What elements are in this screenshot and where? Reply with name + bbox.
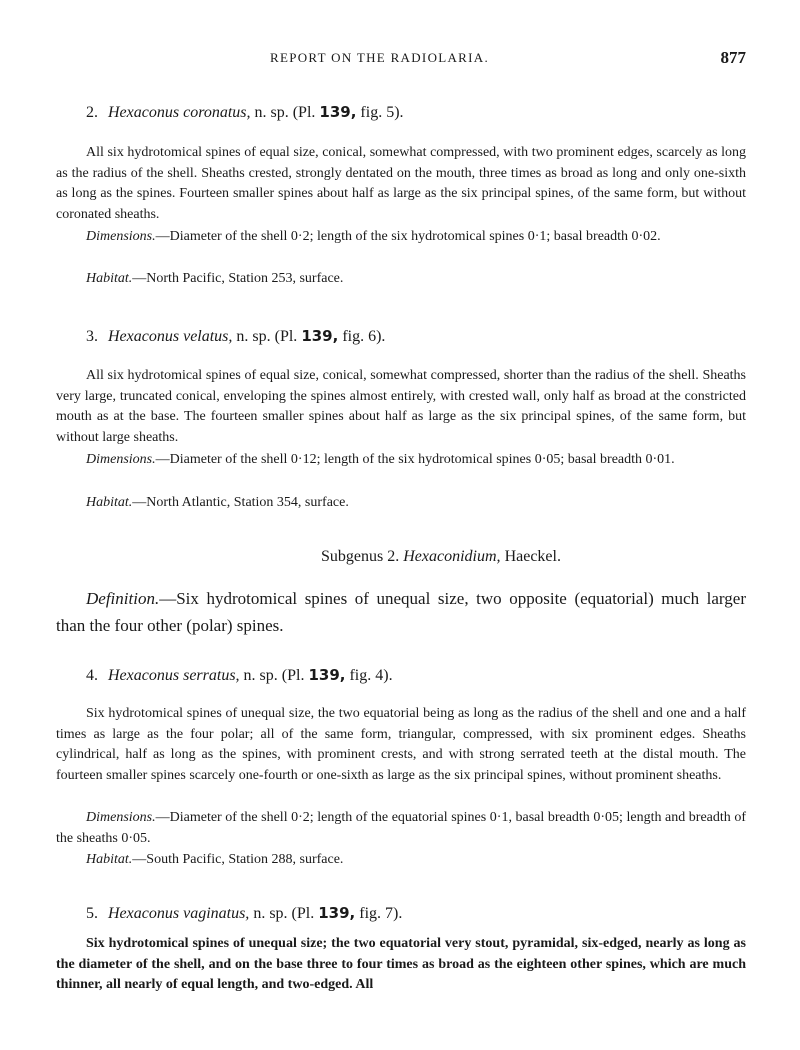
species-heading-velatus [56,327,776,346]
habitat-velatus [56,493,746,514]
definition-label: Definition. [86,589,160,608]
species-description-serratus: Six hydrotomical spines of unequal size, the two equatorial being as long as the radius of the shell and one and a half times as large as the four polar; all of the same form, triangular, compressed, with six prominent edges. Sheaths cylindrical, half as long as the spines, with prominent crests, and with strong serrated teeth at the distal mouth. The fourteen smaller spines scarcely one-fourth or one-sixth as large as the six principal spines, without prominent sheaths. [56,706,746,784]
species-nsp: n. sp. (Pl. [243,667,305,684]
species-name: Hexaconus vaginatus, [108,905,250,922]
species-description-coronatus: All six hydrotomical spines of equal size, conical, somewhat compressed, with two prominent edges, scarcely as long as the radius of the shell. Sheaths crested, strongly dentated on the mouth, three times as broad as long and only one-sixth as long as the spines. Fourteen smaller spines about half as large as the six principal spines, of the same form, but without coronated sheaths. [56,145,746,223]
species-nsp: n. sp. (Pl. [253,905,315,922]
dimensions-text: —Diameter of the shell 0·2; length of the equatorial spines 0·1, basal breadth 0·05; length and breadth of the sheaths 0·05. [56,810,746,846]
subgenus-author: Haeckel. [504,548,561,565]
species-number: 4. [86,667,98,684]
species-name: Hexaconus coronatus, [108,104,251,121]
plate-number: 139, [319,103,357,121]
header-title: REPORT ON THE RADIOLARIA. [270,50,490,65]
species-number: 2. [86,104,98,121]
habitat-label: Habitat. [86,271,133,286]
subgenus-heading [56,548,786,566]
figure-ref: fig. 7). [359,905,403,922]
subgenus-name: Hexaconidium, [403,548,501,565]
definition-text: —Six hydrotomical spines of unequal size, two opposite (equatorial) much larger than the four other (polar) spines. [56,589,746,635]
species-name: Hexaconus velatus, [108,328,233,345]
species-nsp: n. sp. (Pl. [254,104,316,121]
figure-ref: fig. 6). [342,328,386,345]
dimensions-label: Dimensions. [86,452,156,467]
species-heading-vaginatus [56,904,776,923]
dimensions-text: —Diameter of the shell 0·2; length of the six hydrotomical spines 0·1; basal breadth 0·02. [155,229,661,244]
habitat-text: —South Pacific, Station 288, surface. [132,852,344,867]
species-heading-coronatus [56,103,776,122]
subgenus-prefix: Subgenus 2. [321,548,400,565]
dimensions-text: —Diameter of the shell 0·12; length of the six hydrotomical spines 0·05; basal breadth 0·01. [155,452,675,467]
habitat-text: —North Atlantic, Station 354, surface. [132,495,349,510]
species-heading-serratus [56,666,776,685]
running-header [56,50,746,72]
species-number: 3. [86,328,98,345]
habitat-label: Habitat. [86,495,133,510]
dimensions-label: Dimensions. [86,810,156,825]
figure-ref: fig. 5). [360,104,404,121]
plate-number: 139, [301,327,339,345]
dimensions-velatus [56,450,746,471]
page-number: 877 [720,48,746,67]
subgenus-definition [56,585,746,639]
species-description-vaginatus: Six hydrotomical spines of unequal size; the two equatorial very stout, pyramidal, six-edged, nearly as long as the diameter of the shell, and on the base three to four times as broad as the eighteen other spines, which are much thinner, all nearly of equal length, and two-edged. All [56,936,746,993]
plate-number: 139, [318,904,356,922]
dimensions-label: Dimensions. [86,229,156,244]
habitat-serratus [56,850,746,871]
species-number: 5. [86,905,98,922]
dimensions-serratus [56,808,746,849]
habitat-label: Habitat. [86,852,133,867]
plate-number: 139, [308,666,346,684]
species-nsp: n. sp. (Pl. [236,328,298,345]
figure-ref: fig. 4). [349,667,393,684]
habitat-coronatus [56,269,746,290]
habitat-text: —North Pacific, Station 253, surface. [132,271,344,286]
species-name: Hexaconus serratus, [108,667,240,684]
species-description-velatus: All six hydrotomical spines of equal size, conical, somewhat compressed, shorter than the radius of the shell. Sheaths very large, truncated conical, enveloping the spines almost entirely, with crested wall, only half as broad at the constricted mouth as at the base. The fourteen smaller spines about half as large as the six principal spines, of the same form, but without large sheaths. [56,368,746,446]
dimensions-coronatus [56,227,746,248]
